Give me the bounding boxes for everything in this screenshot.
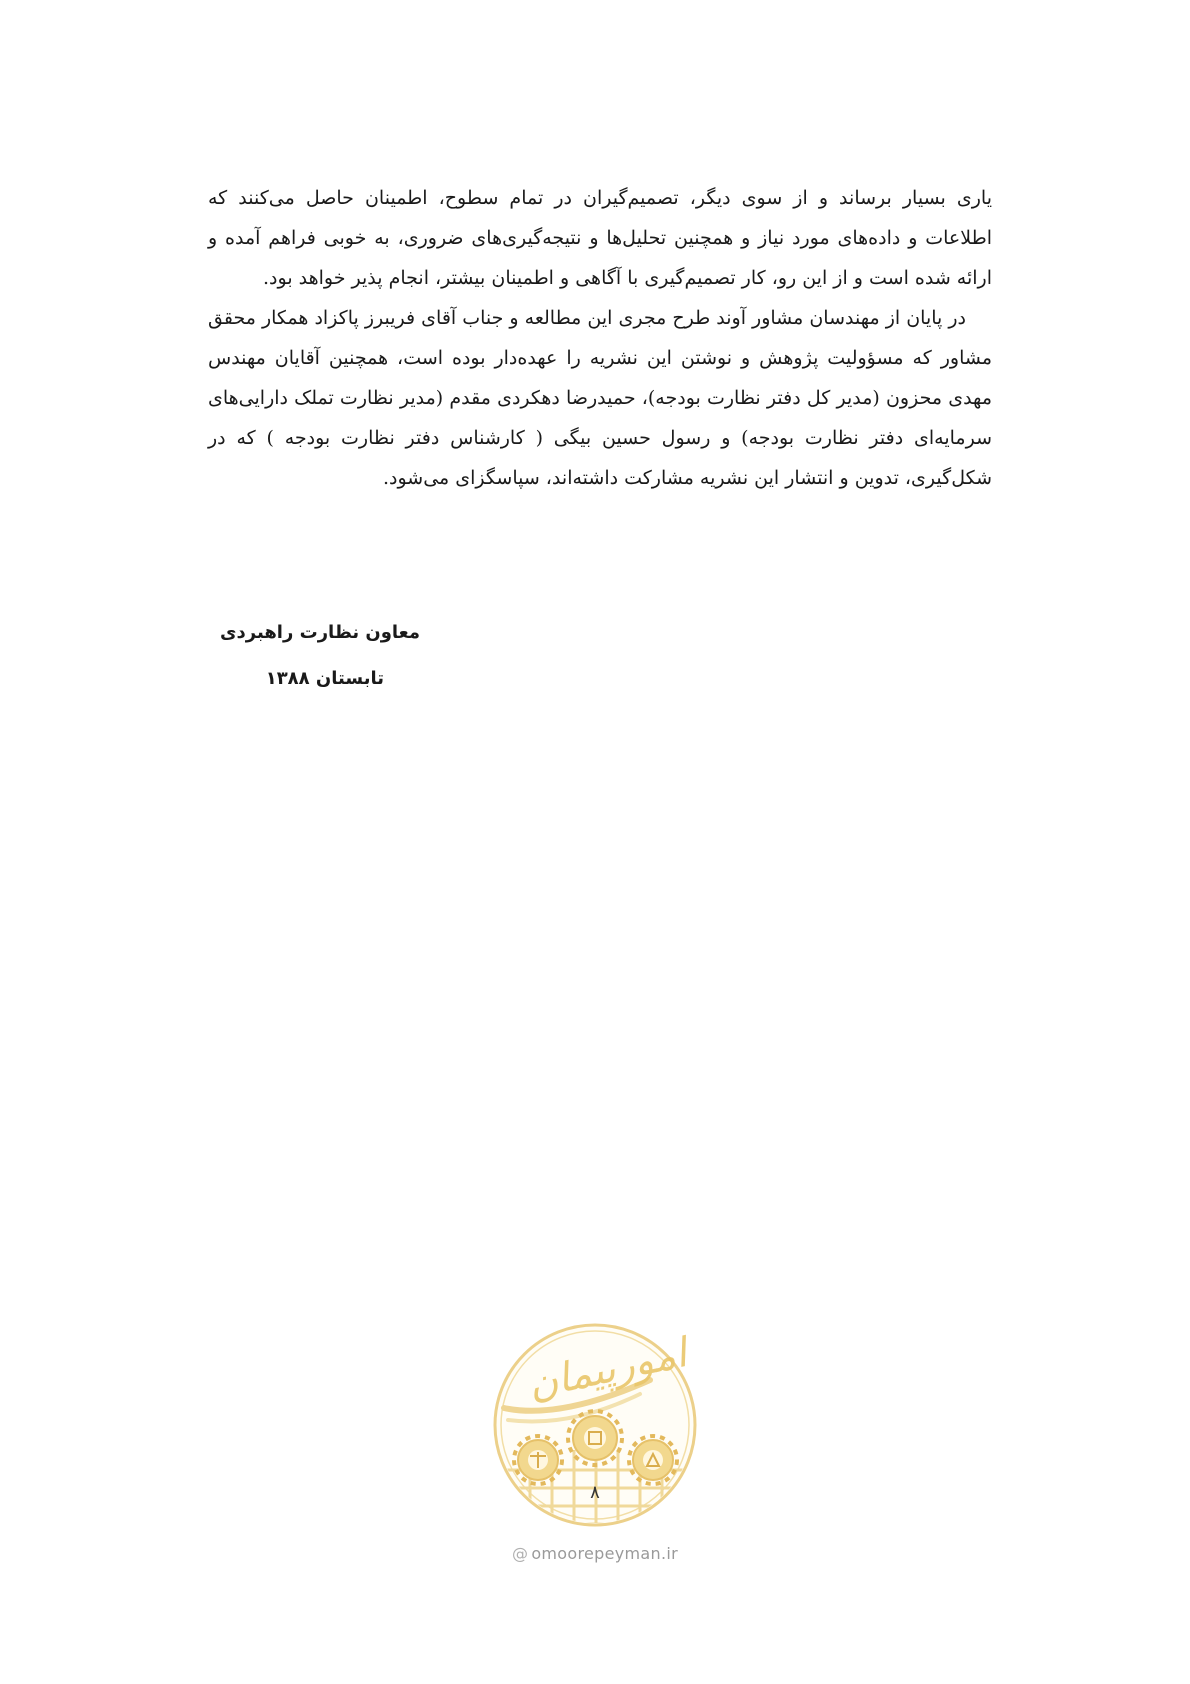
signature-title: معاون نظارت راهبردی: [220, 622, 420, 643]
page-number: ۸: [590, 1482, 600, 1503]
at-icon: @: [512, 1544, 529, 1563]
body-text: [208, 178, 992, 498]
signature-date: تابستان ۱۳۸۸: [265, 668, 384, 689]
paragraph-1: یاری بسیار برساند و از سوی دیگر، تصمیم‌گیران در تمام سطوح، اطمینان حاصل می‌کنند که اطلاعات و داده‌های مورد نیاز و همچنین تحلیل‌ها و نتیجه‌گیری‌های ضروری، به خوبی فراهم آمده و ارائه شده است و از این رو، کار تصمیم‌گیری با آگاهی و اطمینان بیشتر، انجام پذیر خواهد بود.: [208, 187, 992, 289]
signature-block: [210, 610, 420, 702]
watermark-url: [490, 1544, 700, 1563]
svg-text:امورپیمان: امورپیمان: [524, 1330, 691, 1409]
paragraph-2: در پایان از مهندسان مشاور آوند طرح مجری این مطالعه و جناب آقای فریبرز پاکزاد همکار محقق مشاور که مسؤولیت پژوهش و نوشتن این نشریه را عهده‌دار بوده است، همچنین آقایان مهندس مهدی محزون (مدیر کل دفتر نظارت بودجه)، حمیدرضا دهکردی مقدم (مدیر نظارت تملک دارایی‌های سرمایه‌ای دفتر نظارت بودجه) و رسول حسین بیگی ( کارشناس دفتر نظارت بودجه ) که در شکل‌گیری، تدوین و انتشار این نشریه مشارکت داشته‌اند، سپاسگزای می‌شود.: [208, 307, 992, 489]
watermark-url-text: omoorepeyman.ir: [531, 1544, 678, 1563]
